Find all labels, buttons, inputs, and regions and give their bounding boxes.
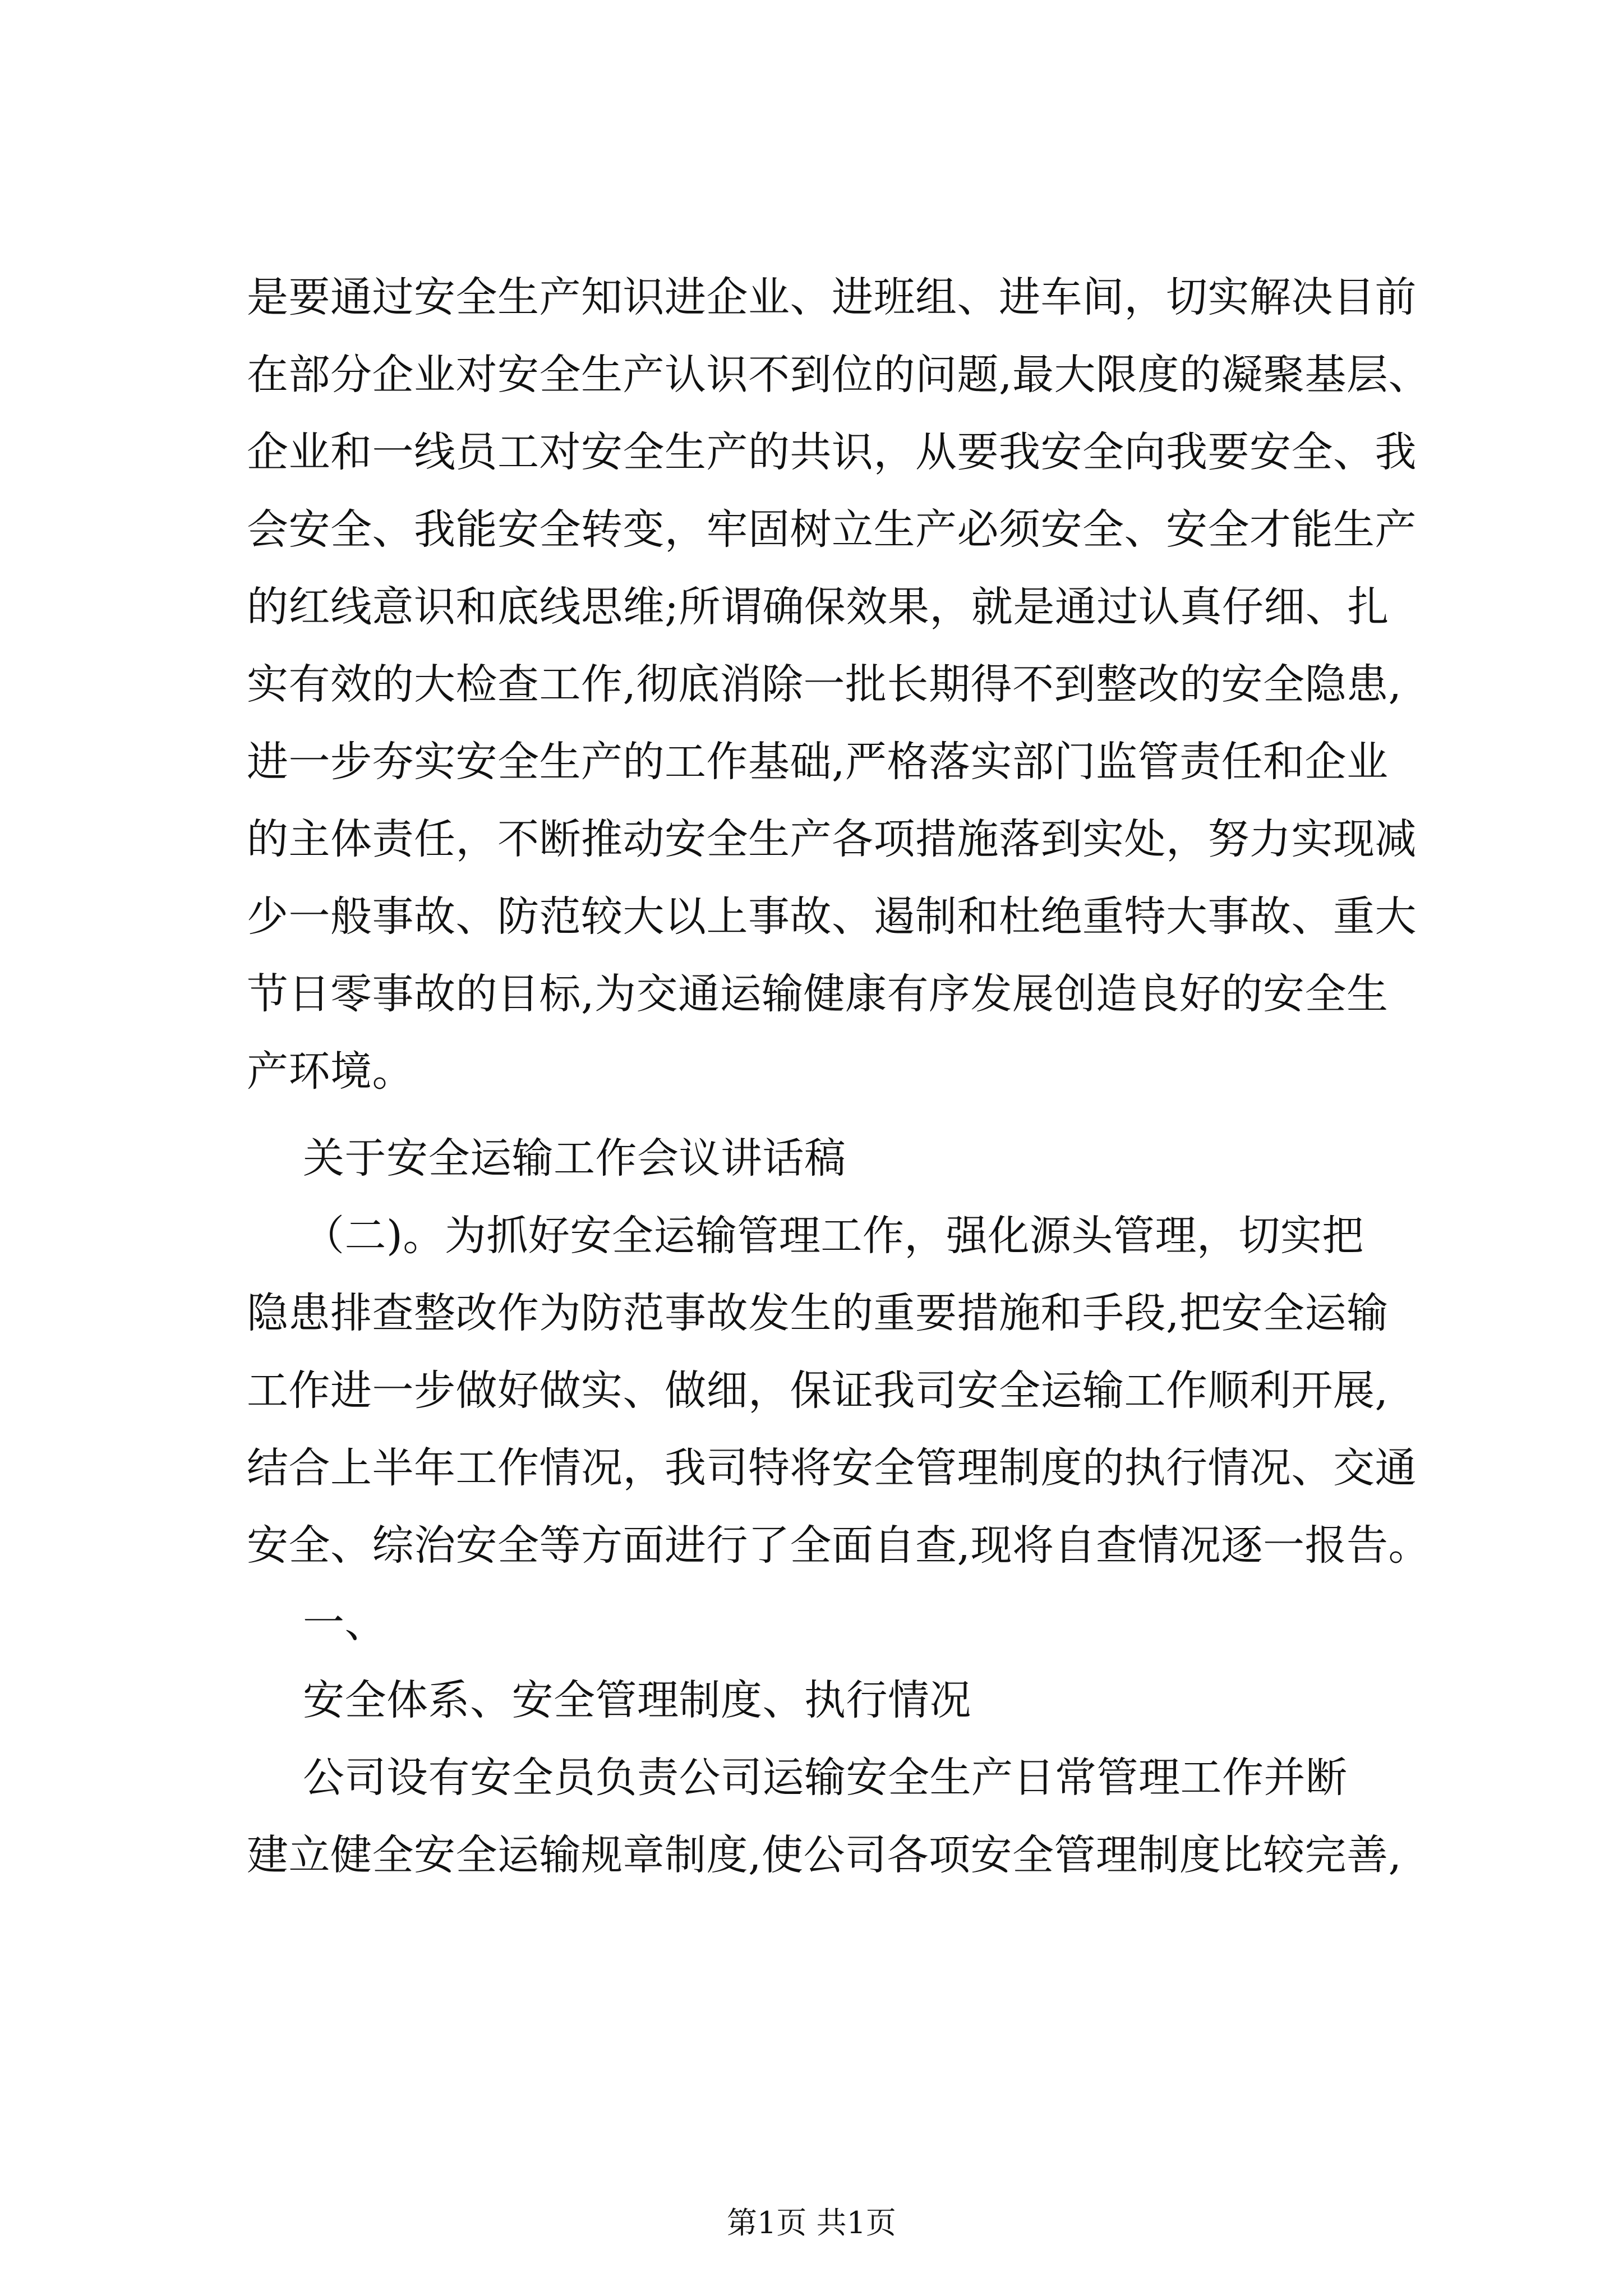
body-text-line-7: 进一步夯实安全生产的工作基础,严格落实部门监管责任和企业 — [247, 738, 1389, 786]
list-numeral: 一、 — [303, 1599, 386, 1647]
body-text-line-11: 产环境。 — [247, 1047, 414, 1096]
subsection-heading: 安全体系、安全管理制度、执行情况 — [303, 1676, 971, 1724]
body-text-line-14: 工作进一步做好做实、做细，保证我司安全运输工作顺利开展, — [247, 1366, 1389, 1415]
body-text-line-1: 是要通过安全生产知识进企业、进班组、进车间，切实解决目前 — [247, 273, 1417, 321]
body-text-line-17: 公司设有安全员负责公司运输安全生产日常管理工作并断 — [303, 1754, 1348, 1802]
body-text-line-4: 会安全、我能安全转变，牢固树立生产必须安全、安全才能生产 — [247, 505, 1417, 554]
body-text-line-13: 隐患排查整改作为防范事故发生的重要措施和手段,把安全运输 — [247, 1289, 1389, 1337]
body-text-line-5: 的红线意识和底线思维;所谓确保效果，就是通过认真仔细、扎 — [247, 583, 1389, 631]
body-text-line-15: 结合上半年工作情况，我司特将安全管理制度的执行情况、交通 — [247, 1444, 1417, 1492]
body-text-line-18: 建立健全安全运输规章制度,使公司各项安全管理制度比较完善, — [247, 1831, 1402, 1879]
body-text-line-2: 在部分企业对安全生产认识不到位的问题,最大限度的凝聚基层、 — [247, 351, 1431, 399]
page-footer: 第1页 共1页 — [727, 2205, 896, 2240]
body-text-line-9: 少一般事故、防范较大以上事故、遏制和杜绝重特大事故、重大 — [247, 892, 1417, 941]
body-text-line-10: 节日零事故的目标,为交通运输健康有序发展创造良好的安全生 — [247, 970, 1389, 1018]
body-text-line-6: 实有效的大检查工作,彻底消除一批长期得不到整改的安全隐患, — [247, 660, 1402, 708]
section-heading: 关于安全运输工作会议讲话稿 — [303, 1134, 846, 1182]
body-text-line-3: 企业和一线员工对安全生产的共识，从要我安全向我要安全、我 — [247, 428, 1417, 476]
body-text-line-16: 安全、综治安全等方面进行了全面自查,现将自查情况逐一报告。 — [247, 1521, 1431, 1570]
body-text-line-12: （二)。为抓好安全运输管理工作，强化源头管理，切实把 — [303, 1212, 1364, 1260]
body-text-line-8: 的主体责任，不断推动安全生产各项措施落到实处，努力实现减 — [247, 815, 1417, 863]
